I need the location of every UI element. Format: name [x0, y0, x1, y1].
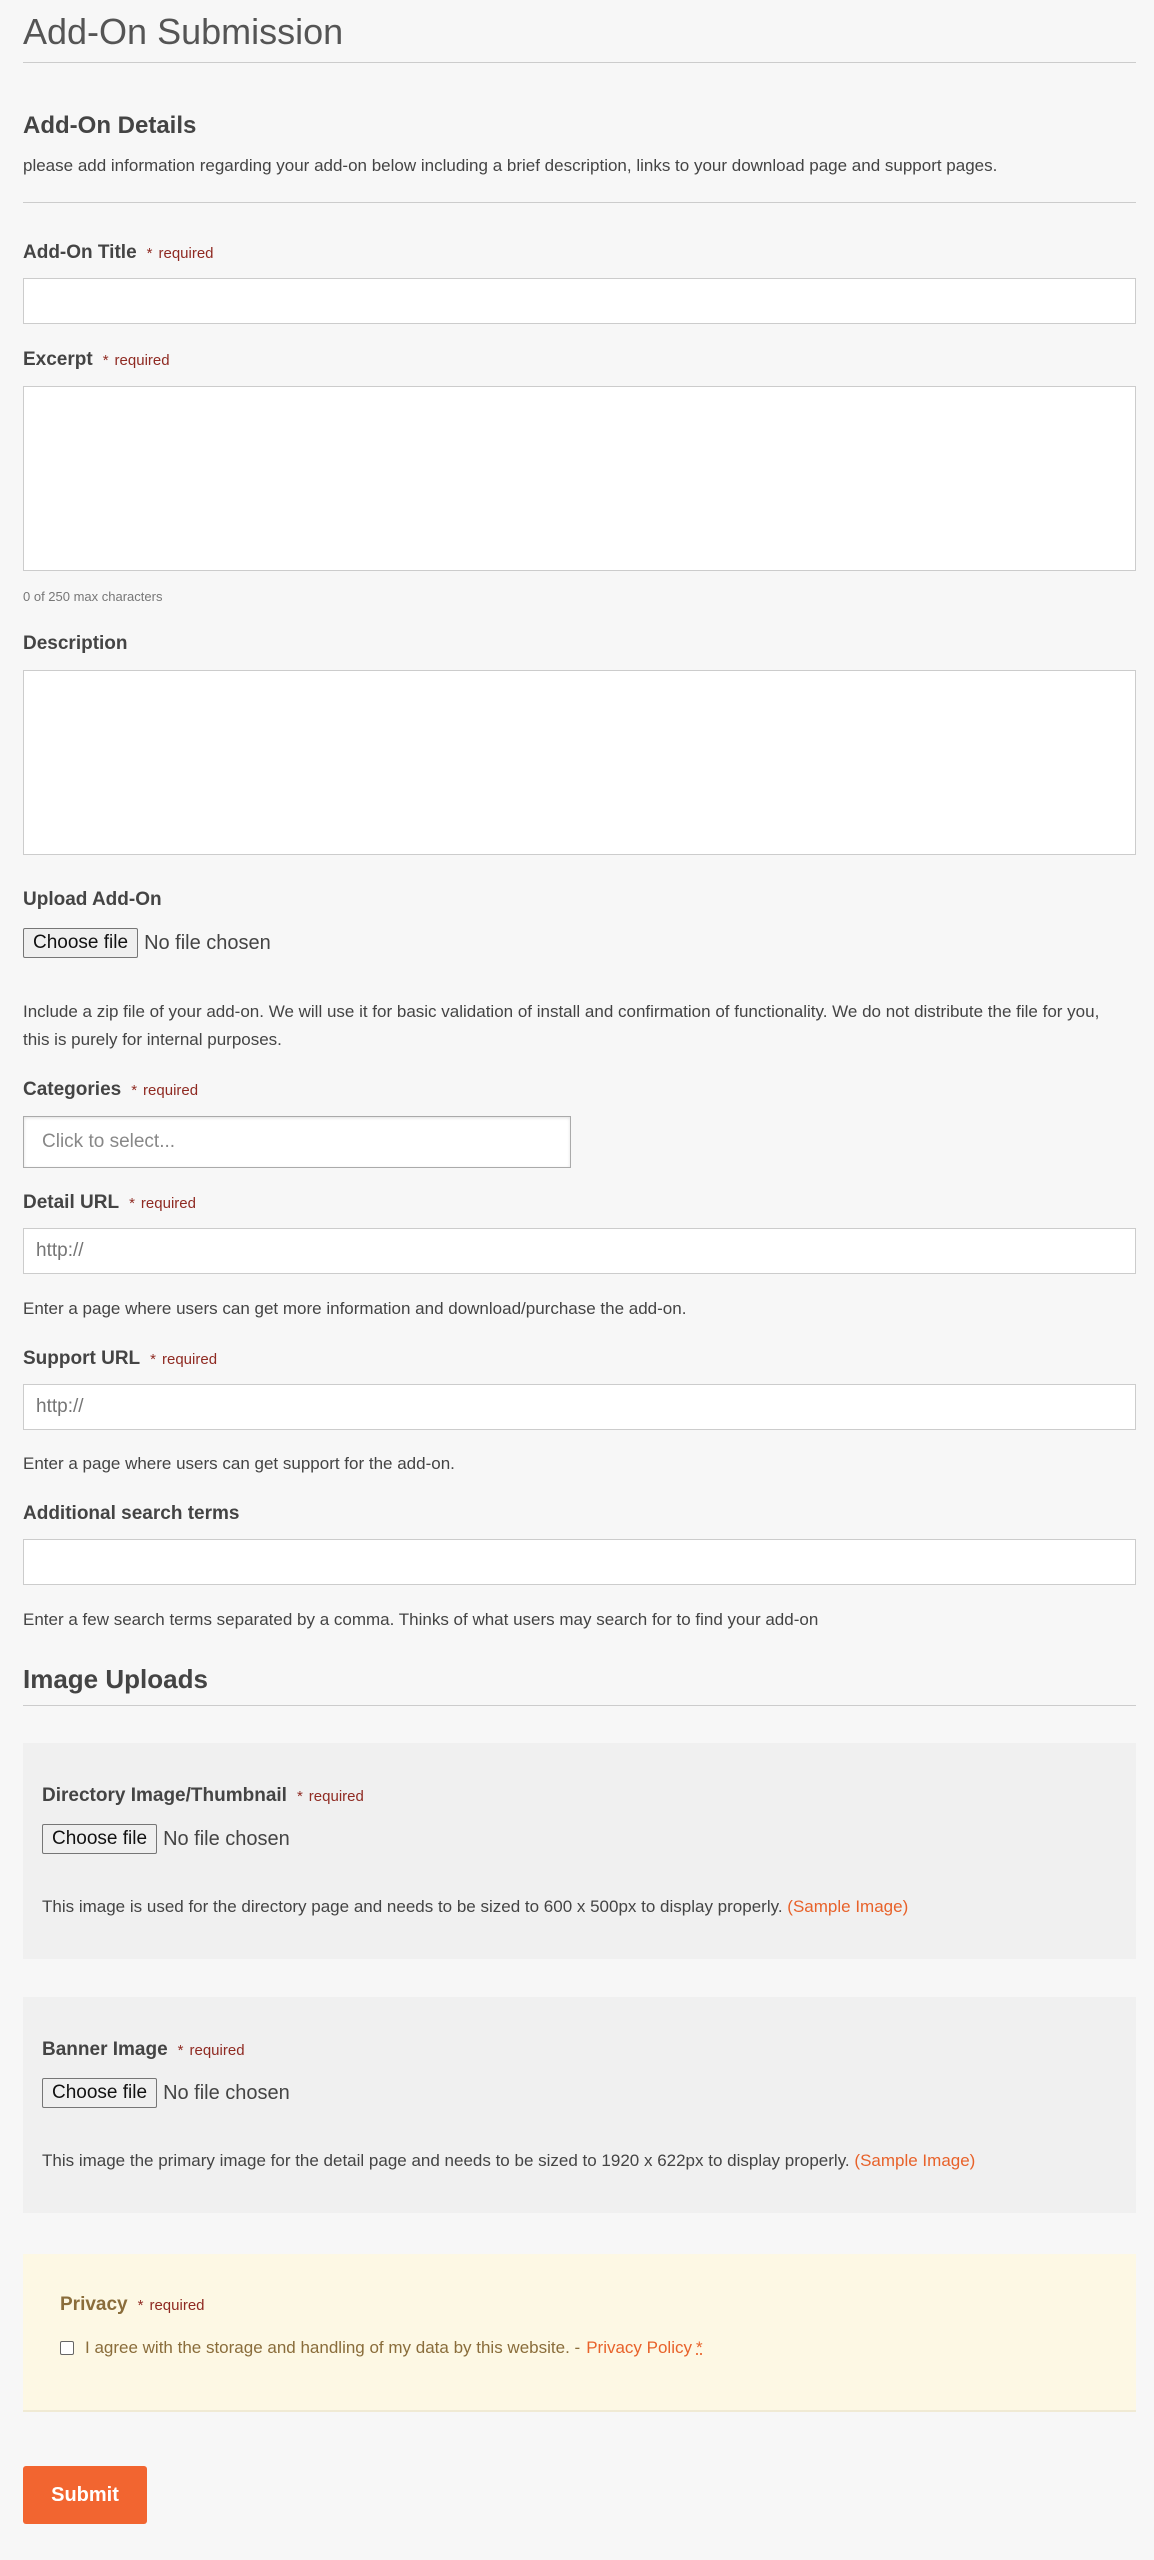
choose-file-button[interactable]: Choose file	[42, 1824, 157, 1854]
detail-url-hint: Enter a page where users can get more information and download/purchase the add-on.	[23, 1299, 687, 1318]
privacy-label	[60, 2294, 205, 2316]
required-marker	[178, 2042, 245, 2059]
banner-image-hint-text: This image the primary image for the detail page and needs to be sized to 1920 x 622px to display properly.	[42, 2151, 850, 2170]
directory-image-hint	[42, 1893, 908, 1921]
detail-url-input[interactable]	[23, 1228, 1136, 1274]
required-star: *	[150, 1351, 156, 1368]
image-uploads-title: Image Uploads	[23, 1664, 208, 1694]
privacy-panel	[23, 2254, 1136, 2412]
directory-image-label	[42, 1785, 364, 1807]
banner-image-hint	[42, 2147, 975, 2175]
categories-select[interactable]: Click to select...	[23, 1116, 571, 1168]
search-terms-input[interactable]	[23, 1539, 1136, 1585]
required-marker	[150, 1351, 217, 1368]
privacy-consent-checkbox[interactable]	[60, 2341, 74, 2355]
required-marker	[147, 245, 214, 262]
privacy-label-text: Privacy	[60, 2294, 128, 2315]
required-star: *	[146, 245, 153, 262]
submit-button[interactable]: Submit	[23, 2466, 147, 2524]
search-terms-hint: Enter a few search terms separated by a comma. Thinks of what users may search for to find your add-on	[23, 1610, 819, 1629]
search-terms-label-text: Additional search terms	[23, 1503, 240, 1524]
support-url-label-text: Support URL	[23, 1348, 141, 1369]
required-text: required	[189, 2042, 245, 2059]
directory-image-hint-text: This image is used for the directory page and needs to be sized to 600 x 500px to display properly.	[42, 1897, 783, 1916]
support-url-label	[23, 1348, 217, 1370]
required-text: required	[308, 1788, 364, 1805]
addon-title-input[interactable]	[23, 278, 1136, 324]
support-url-hint: Enter a page where users can get support for the add-on.	[23, 1454, 455, 1473]
privacy-consent-row	[60, 2338, 703, 2358]
page-title: Add-On Submission	[23, 11, 344, 52]
required-marker	[297, 1788, 364, 1805]
privacy-policy-link[interactable]: Privacy Policy	[586, 2338, 692, 2357]
addon-title-label-text: Add-On Title	[23, 242, 137, 263]
file-status: No file chosen	[144, 931, 271, 954]
excerpt-label-text: Excerpt	[23, 349, 93, 370]
upload-addon-label-text: Upload Add-On	[23, 889, 162, 910]
required-marker	[131, 1082, 198, 1099]
required-star: *	[129, 1195, 135, 1212]
sample-image-link[interactable]: (Sample Image)	[854, 2151, 976, 2170]
privacy-consent-text: I agree with the storage and handling of my data by this website. -	[85, 2338, 581, 2357]
detail-url-label	[23, 1192, 196, 1214]
banner-image-label	[42, 2039, 245, 2061]
banner-image-label-text: Banner Image	[42, 2039, 168, 2060]
required-star: *	[131, 1082, 138, 1099]
image-uploads-divider	[23, 1705, 1136, 1706]
upload-addon-label	[23, 889, 162, 911]
required-text: required	[149, 2297, 205, 2314]
required-text: required	[143, 1082, 199, 1099]
categories-label-text: Categories	[23, 1079, 122, 1100]
description-label-text: Description	[23, 633, 128, 654]
required-text: required	[162, 1351, 218, 1368]
upload-addon-file-input	[23, 928, 271, 958]
choose-file-button[interactable]: Choose file	[42, 2078, 157, 2108]
required-marker	[138, 2297, 205, 2314]
addon-title-label	[23, 242, 214, 264]
support-url-input[interactable]	[23, 1384, 1136, 1430]
directory-image-label-text: Directory Image/Thumbnail	[42, 1785, 287, 1806]
required-text: required	[114, 352, 170, 369]
choose-file-button[interactable]: Choose file	[23, 928, 138, 958]
excerpt-char-counter: 0 of 250 max characters	[23, 589, 163, 604]
required-star: *	[296, 1788, 303, 1805]
details-divider	[23, 202, 1136, 203]
upload-addon-hint: Include a zip file of your add-on. We will use it for basic validation of install and confirmation of functionality. We do not distribute the file for you, this is purely for internal purposes.	[23, 1002, 1100, 1049]
banner-image-file-input	[42, 2078, 290, 2108]
required-star: *	[177, 2042, 184, 2059]
required-marker	[103, 352, 170, 369]
directory-image-file-input	[42, 1824, 290, 1854]
sample-image-link[interactable]: (Sample Image)	[787, 1897, 909, 1916]
privacy-required-star: *	[696, 2338, 703, 2357]
banner-image-panel	[23, 1997, 1136, 2213]
categories-label	[23, 1079, 198, 1101]
detail-url-label-text: Detail URL	[23, 1192, 120, 1213]
file-status: No file chosen	[163, 1827, 290, 1850]
title-divider	[23, 62, 1136, 63]
excerpt-label	[23, 349, 170, 371]
required-star: *	[137, 2297, 144, 2314]
search-terms-label	[23, 1503, 239, 1525]
excerpt-textarea[interactable]	[23, 386, 1136, 571]
required-text: required	[140, 1195, 196, 1212]
description-label	[23, 633, 128, 655]
required-star: *	[102, 352, 109, 369]
required-text: required	[158, 245, 214, 262]
details-intro: please add information regarding your add-on below including a brief description, links to your download page and support pages.	[23, 156, 998, 175]
details-section-title: Add-On Details	[23, 112, 197, 139]
file-status: No file chosen	[163, 2081, 290, 2104]
directory-image-panel	[23, 1743, 1136, 1959]
required-marker	[129, 1195, 196, 1212]
description-textarea[interactable]	[23, 670, 1136, 855]
